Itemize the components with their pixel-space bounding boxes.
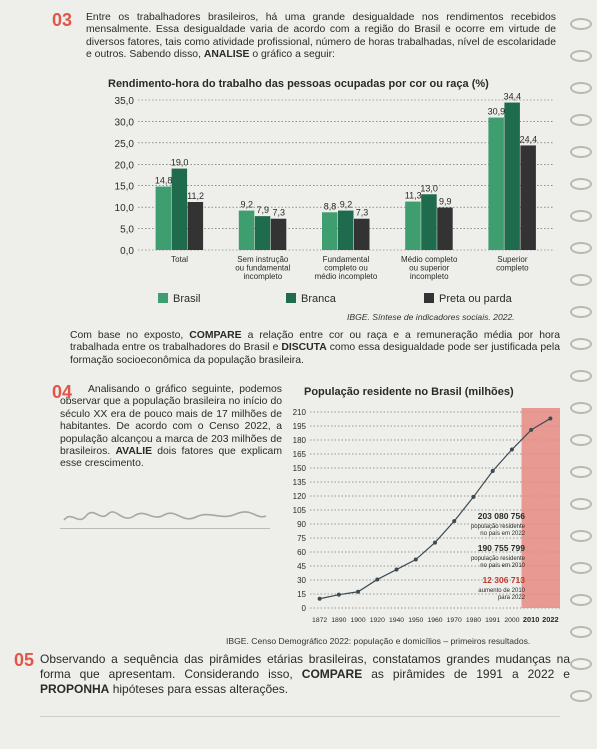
bar-value-label: 24,4: [519, 134, 538, 145]
y-tick-label: 195: [292, 422, 306, 431]
y-tick-label: 75: [297, 534, 306, 543]
bar-value-label: 19,0: [170, 157, 189, 168]
bar-value-label: 7,9: [256, 205, 270, 216]
category-label: Fundamental: [322, 255, 370, 264]
y-tick-label: 15: [297, 590, 306, 599]
category-label: Sem instrução: [237, 255, 289, 264]
category-label: Superior: [497, 255, 528, 264]
y-tick-label: 0: [301, 604, 306, 613]
question-05-number: 05: [14, 650, 35, 670]
bar: [488, 118, 504, 250]
income-chart-source: IBGE. Síntese de indicadores sociais. 2022.: [347, 312, 515, 322]
data-point: [452, 519, 456, 523]
bar-value-label: 11,2: [187, 191, 205, 201]
bar-value-label: 9,2: [240, 199, 254, 210]
category-label: ou superior: [409, 263, 450, 273]
y-tick-label: 35,0: [114, 96, 134, 107]
bar: [156, 187, 172, 250]
y-tick-label: 180: [292, 436, 306, 445]
x-tick-label: 1872: [312, 617, 328, 624]
bar: [172, 169, 188, 250]
annotation-2010-line1: população residente: [470, 556, 525, 562]
y-tick-label: 10,0: [114, 203, 134, 215]
question-04-number: 04: [52, 382, 73, 402]
legend-swatch: [158, 293, 168, 303]
category-label: ou fundamental: [235, 263, 291, 273]
y-tick-label: 165: [292, 450, 306, 459]
y-tick-label: 150: [292, 464, 306, 473]
data-point: [548, 416, 552, 420]
x-tick-label: 1960: [427, 617, 443, 624]
population-chart-line: [318, 416, 553, 600]
data-point: [318, 597, 322, 601]
population-chart-title: População residente no Brasil (milhões): [304, 386, 514, 398]
bar-value-label: 14,8: [154, 175, 173, 186]
y-tick-label: 210: [292, 408, 306, 417]
y-tick-label: 60: [297, 548, 306, 557]
income-chart-value-labels: [155, 92, 537, 218]
income-chart-categories: [171, 255, 529, 281]
bar-value-label: 7,3: [355, 207, 369, 218]
population-line-chart: [282, 400, 564, 636]
bar-value-label: 11,3: [404, 190, 422, 201]
bar: [322, 212, 338, 250]
data-point: [414, 558, 418, 562]
category-label: incompleto: [243, 272, 283, 281]
category-label: Médio completo: [400, 255, 458, 264]
category-label: incompleto: [409, 272, 449, 281]
data-point: [529, 428, 533, 432]
category-label: Total: [171, 255, 189, 264]
income-chart-yticks: [115, 96, 135, 257]
x-tick-label: 1890: [331, 617, 347, 624]
highlight-band: [522, 408, 560, 608]
x-tick-label: 2022: [542, 615, 559, 624]
question-05-text: Observando a sequência das pirâmides etárias brasileiras, constatamos grandes mudanças na forma que apresentam. Considerando isso, COMPARE as pirâmides de 1991 a 2022 e PROPONHA hipóteses para essas alterações.: [40, 652, 570, 696]
bar-value-label: 13,0: [420, 183, 438, 194]
population-chart-annotations: [471, 511, 526, 601]
answer-line: [40, 716, 560, 717]
answer-handwriting-area[interactable]: [60, 506, 270, 529]
category-label: médio incompleto: [314, 272, 378, 281]
data-point: [337, 593, 341, 597]
legend-label: Preta ou parda: [439, 293, 512, 305]
annotation-2022-line2: no país em 2022: [480, 531, 525, 537]
bar: [239, 211, 255, 250]
x-tick-label: 1940: [388, 617, 405, 624]
x-tick-label: 2010: [522, 615, 540, 624]
bar-value-label: 30,9: [487, 106, 506, 117]
bar: [520, 145, 536, 250]
data-point: [356, 590, 360, 594]
x-tick-label: 1950: [408, 617, 424, 624]
annotation-2010-value: 190 755 799: [477, 543, 525, 553]
y-tick-label: 45: [297, 562, 306, 571]
income-chart-title: Rendimento-hora do trabalho das pessoas ocupadas por cor ou raça (%): [108, 78, 489, 90]
annotation-2022-value: 203 080 756: [477, 511, 525, 521]
category-label: completo: [496, 263, 529, 273]
data-point: [375, 577, 379, 581]
y-tick-label: 120: [292, 492, 306, 501]
y-tick-label: 30,0: [114, 117, 134, 129]
bar: [188, 202, 204, 250]
data-point: [471, 495, 475, 499]
population-chart-source: IBGE. Censo Demográfico 2022: população e domicílios – primeiros resultados.: [226, 636, 531, 646]
bar-value-label: 8,8: [323, 201, 337, 212]
question-04-text: Analisando o gráfico seguinte, podemos observar que a população brasileira no início do século XX era de pouco mais de 17 milhões de habitantes. De acordo com o Censo 2022, a população alcançou a marca de 203 milhões de brasileiros. AVALIE dois fatores que explicam esse crescimento.: [60, 384, 282, 470]
y-tick-label: 25,0: [114, 138, 134, 150]
population-series-line: [320, 418, 551, 598]
x-tick-label: 2000: [504, 617, 520, 624]
data-point: [395, 568, 399, 572]
bar: [437, 208, 453, 250]
data-point: [433, 541, 437, 545]
income-chart-bars: [156, 103, 536, 250]
question-03-number: 03: [52, 10, 73, 30]
y-tick-label: 15,0: [114, 181, 134, 193]
annotation-2010-line2: no país em 2010: [480, 563, 525, 569]
y-tick-label: 20,0: [114, 160, 134, 172]
bar-value-label: 9,9: [438, 196, 452, 207]
handwriting-scribble-icon: [60, 506, 270, 528]
y-tick-label: 30: [297, 576, 306, 585]
data-point: [491, 469, 495, 473]
bar: [504, 103, 520, 250]
income-bar-chart: [96, 92, 566, 312]
annotation-increase-line2: para 2022: [497, 595, 525, 601]
bar: [421, 194, 437, 250]
x-tick-label: 1991: [485, 617, 501, 624]
annotation-increase-value: 12 306 713: [482, 575, 525, 585]
x-tick-label: 1920: [369, 617, 385, 624]
bar: [338, 211, 354, 250]
data-point: [510, 448, 514, 452]
population-chart-highlight: [522, 408, 560, 608]
y-tick-label: 135: [292, 478, 306, 487]
legend-swatch: [424, 293, 434, 303]
bar-value-label: 9,2: [339, 199, 353, 210]
legend-label: Brasil: [173, 293, 201, 305]
bar: [405, 202, 421, 250]
bar-value-label: 34,4: [503, 92, 522, 102]
y-tick-label: 105: [292, 506, 306, 515]
population-chart-yticks: [293, 408, 307, 613]
x-tick-label: 1900: [350, 617, 366, 624]
bar-value-label: 7,3: [272, 207, 286, 218]
population-chart-xticks: [312, 615, 559, 624]
bar: [255, 216, 270, 250]
question-03-intro: Entre os trabalhadores brasileiros, há uma grande desigualdade nos rendimentos recebidos mensalmente. Essa desigualdade varia de acordo com a região do Brasil e ocorre em virtude de diversos fatores, tais como atividade profissional, número de horas trabalhadas, nível de escolaridade e outros. Sabendo disso, ANALISE o gráfico a seguir:: [86, 12, 556, 61]
y-tick-label: 5,0: [120, 224, 134, 236]
legend-swatch: [286, 293, 296, 303]
x-tick-label: 1970: [446, 617, 462, 624]
x-tick-label: 1980: [465, 617, 482, 624]
income-chart-legend: [158, 293, 513, 305]
legend-label: Branca: [301, 293, 336, 305]
y-tick-label: 0,0: [120, 246, 134, 257]
bar: [354, 219, 370, 250]
y-tick-label: 90: [297, 520, 306, 529]
annotation-increase-line1: aumento de 2010: [478, 588, 525, 594]
annotation-2022-line1: população residente: [470, 524, 525, 530]
bar: [271, 219, 287, 250]
category-label: completo ou: [324, 263, 368, 273]
question-03-prompt: Com base no exposto, COMPARE a relação entre cor ou raça e a remuneração média por hora trabalhada entre os trabalhadores do Brasil e DISCUTA como essa desigualdade pode ser justificada pela formação socioeconômica da população brasileira.: [70, 330, 561, 366]
